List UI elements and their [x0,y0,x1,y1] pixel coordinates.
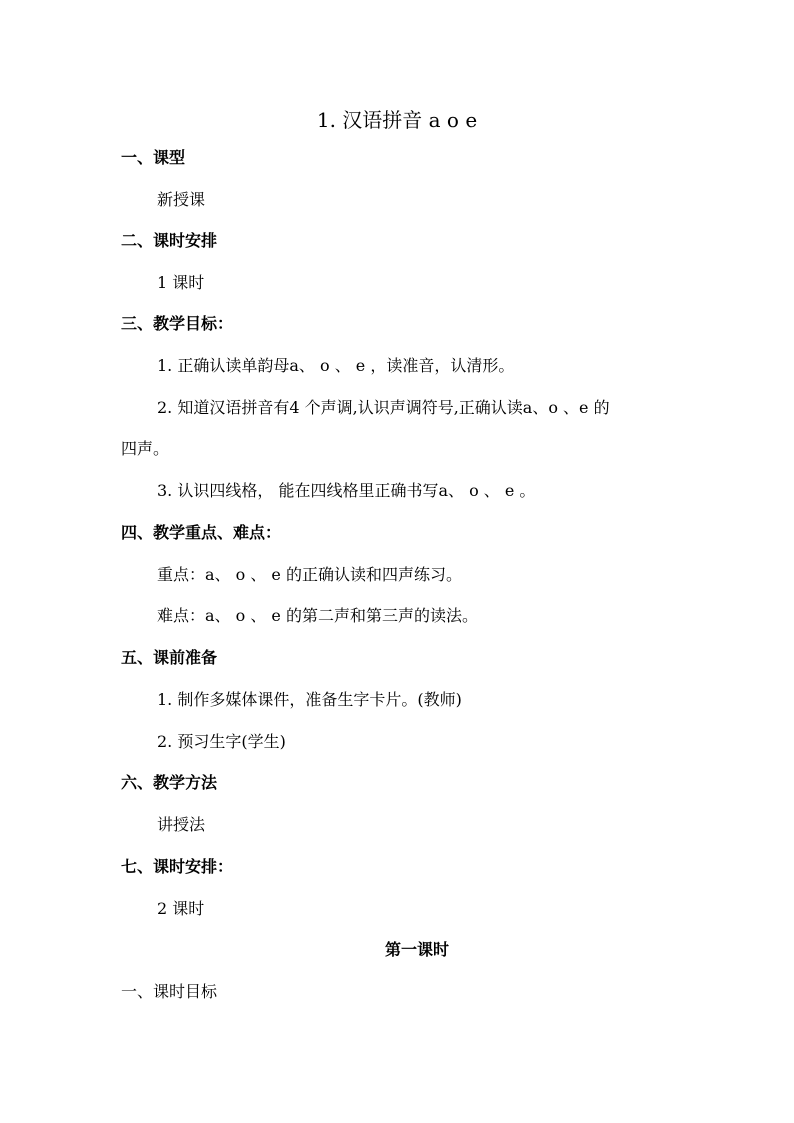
document-title: 1. 汉语拼音 a o e [316,108,478,132]
periods-text: 2 课时 [157,899,205,918]
section-heading-key-points: 四、教学重点、难点： [121,523,282,542]
objective-item-3: 3. 认识四线格， 能在四线格里正确书写a、 o 、 e 。 [157,481,536,500]
section-heading-schedule: 二、课时安排 [121,231,218,250]
section-heading-lesson-type: 一、课型 [121,148,186,167]
objective-item-2-continued: 四声。 [121,439,170,458]
schedule-text: 1 课时 [157,273,205,292]
lesson-type-text: 新授课 [157,190,206,209]
methods-text: 讲授法 [157,815,206,834]
section-heading-objectives: 三、教学目标： [121,314,234,333]
objective-item-2: 2. 知道汉语拼音有4 个声调,认识声调符号,正确认读a、o 、e 的 [157,398,610,417]
key-point-text: 重点：a、 o 、 e 的正确认读和四声练习。 [157,565,462,584]
section-heading-preparation: 五、课前准备 [121,648,218,667]
objective-item-1: 1. 正确认读单韵母a、 o 、 e ，读准音，认清形。 [157,356,515,375]
lesson-1-heading: 第一课时 [384,940,449,959]
lesson-1-section-heading-objectives: 一、课时目标 [121,982,218,1001]
preparation-item-2: 2. 预习生字(学生) [157,732,286,751]
section-heading-methods: 六、教学方法 [121,773,218,792]
difficult-point-text: 难点：a、 o 、 e 的第二声和第三声的读法。 [157,606,478,625]
preparation-item-1: 1. 制作多媒体课件，准备生字卡片。(教师) [157,690,462,709]
section-heading-periods: 七、课时安排： [121,857,234,876]
